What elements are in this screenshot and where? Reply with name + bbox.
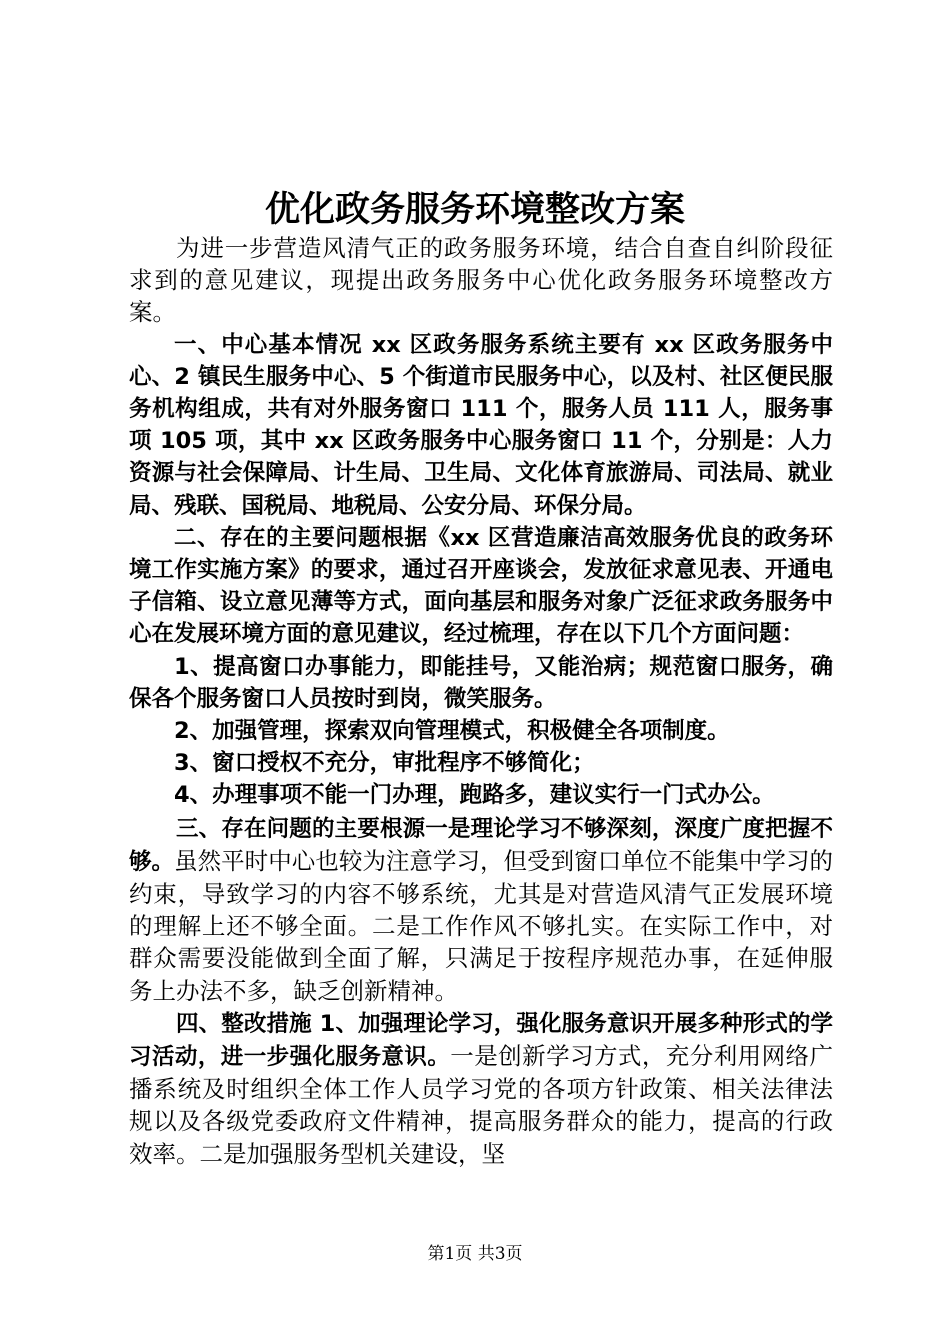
section-4-text: 一是创新学习方式，充分利用网络广播系统及时组织全体工作人员学习党的各项方针政策、相关法律法规以及各级党委政府文件精神，提高服务群众的能力，提高的行政效率。二是加强服务型机关建设，坚 — [129, 1042, 833, 1168]
document-title: 优化政务服务环境整改方案 — [264, 189, 685, 230]
paragraph-intro: 为进一步营造风清气正的政务服务环境，结合自查自纠阶段征求到的意见建议，现提出政务服务中心优化政务服务环境整改方案。 — [129, 234, 833, 327]
page-footer: 第1页 共3页 — [427, 1244, 523, 1264]
document-body — [129, 232, 833, 1170]
paragraph-item-2: 2、加强管理，探索双向管理模式，积极健全各项制度。 — [174, 718, 730, 745]
paragraph-section-3 — [129, 812, 833, 1007]
paragraph-item-1: 1、提高窗口办事能力，即能挂号，又能治病；规范窗口服务，确保各个服务窗口人员按时到岗，微笑服务。 — [129, 653, 833, 712]
paragraph-section-2: 二、存在的主要问题根据《xx 区营造廉洁高效服务优良的政务环境工作实施方案》的要求，通过召开座谈会，发放征求意见表、开通电子信箱、设立意见薄等方式，面向基层和服务对象广泛征求政务服务中心在发展环境方面的意见建议，经过梳理，存在以下几个方面问题： — [129, 524, 833, 648]
paragraph-section-1: 一、中心基本情况 xx 区政务服务系统主要有 xx 区政务服务中心、2 镇民生服务中心、5 个街道市民服务中心，以及村、社区便民服务机构组成，共有对外服务窗口 111 个，服务人员 111 人，服务事项 105 项，其中 xx 区政务服务中心服务窗口 11 个，分别是：人力资源与社会保障局、计生局、卫生局、文化体育旅游局、司法局、就业局、残联、国税局、地税局、公安分局、环保分局。 — [129, 331, 833, 519]
section-4-heading: 四、整改措施 1、加强理论学习，强化服务意识开展多种形式的学习活动，进一步强化服务意识。 — [129, 1010, 833, 1071]
paragraph-item-3: 3、窗口授权不充分，审批程序不够简化； — [174, 750, 595, 777]
section-3-heading: 三、存在问题的主要根源一是理论学习不够深刻，深度广度把握不够。 — [129, 815, 833, 875]
section-3-text: 虽然平时中心也较为注意学习，但受到窗口单位不能集中学习的约束，导致学习的内容不够系统，尤其是对营造风清气正发展环境的理解上还不够全面。二是工作作风不够扎实。在实际工作中，对群众需要没能做到全面了解，只满足于按程序规范办事，在延伸服务上办法不多，缺乏创新精神。 — [129, 846, 833, 1005]
paragraph-item-4: 4、办理事项不能一门办理，跑路多，建议实行一门式办公。 — [174, 782, 775, 809]
paragraph-section-4 — [129, 1007, 833, 1170]
